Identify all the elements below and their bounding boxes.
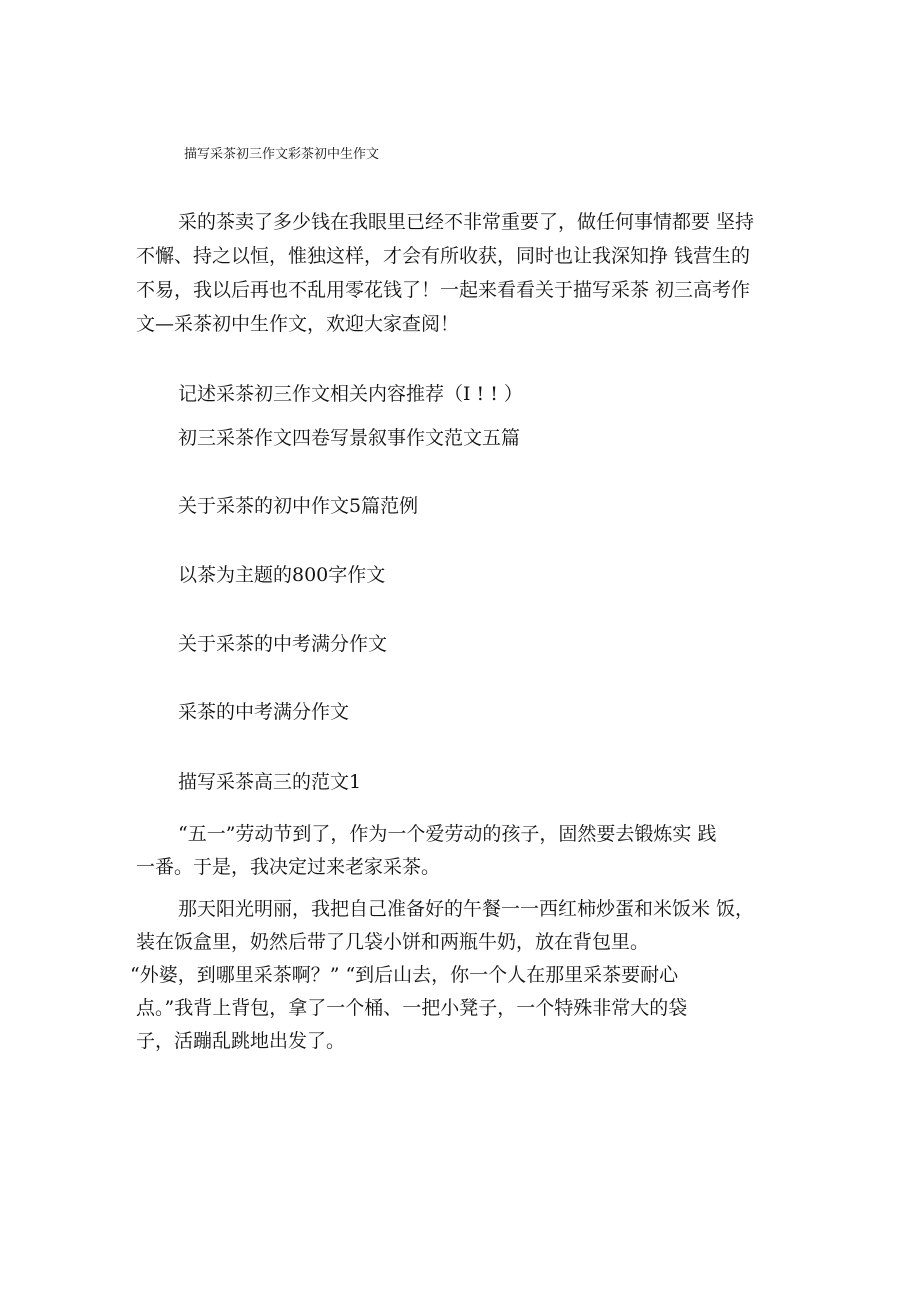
- recommendation-item: 初三采茶作文四卷写景叙事作文范文五篇: [178, 427, 521, 449]
- section-title: 描写采茶高三的范文1: [178, 771, 362, 793]
- intro-line: 采的茶卖了多少钱在我眼里已经不非常重要了，做任何事情都要 坚持: [178, 211, 755, 233]
- story-line: 一番。于是，我决定过来老家采茶。: [136, 856, 441, 878]
- recommendation-item: 关于采茶的初中作文5篇范例: [178, 495, 419, 517]
- recommendation-item: 以茶为主题的800字作文: [178, 564, 386, 586]
- story-line: 那天阳光明丽，我把自己准备好的午餐一一西红柿炒蛋和米饭米 饭，: [178, 898, 755, 920]
- story-paragraph-2: [130, 893, 796, 1058]
- story-paragraph-1: [136, 818, 796, 884]
- story-line: 装在饭盒里，奶然后带了几袋小饼和两瓶牛奶，放在背包里。: [136, 931, 650, 953]
- recommendation-item: 关于采茶的中考满分作文: [178, 633, 388, 655]
- story-line: 子，活蹦乱跳地出发了。: [136, 1030, 346, 1052]
- intro-line: 不易，我以后再也不乱用零花钱了！一起来看看关于描写采茶 初三高考作: [136, 279, 751, 301]
- story-line: “外婆，到哪里采茶啊？” “到后山去，你一个人在那里采茶要耐心: [130, 964, 679, 986]
- intro-line: 不懈、持之以恒，惟独这样，才会有所收获，同时也让我深知挣 钱营生的: [136, 245, 751, 267]
- recommendation-item: 采茶的中考满分作文: [178, 701, 350, 723]
- recommend-heading: 记述采茶初三作文相关内容推荐（I ! ! ）: [178, 383, 523, 405]
- document-title: 描写采茶初三作文彩茶初中生作文: [184, 147, 380, 162]
- intro-line: 文—采茶初中生作文，欢迎大家查阅！: [136, 313, 460, 335]
- story-line: 点。”我背上背包，拿了一个桶、一把小凳子，一个特殊非常大的袋: [136, 997, 688, 1019]
- story-line: “五一”劳动节到了，作为一个爱劳动的孩子，固然要去锻炼实 践: [178, 823, 717, 845]
- intro-paragraph: [136, 205, 796, 341]
